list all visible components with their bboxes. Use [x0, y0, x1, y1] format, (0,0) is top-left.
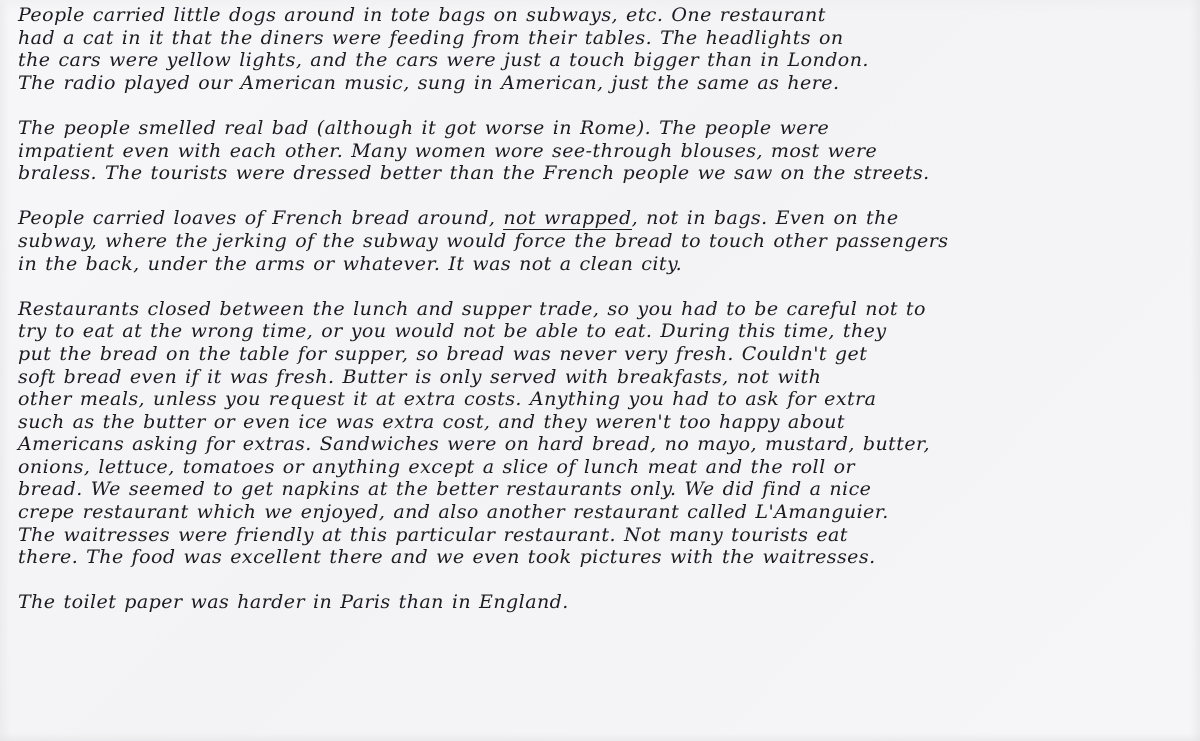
paragraph-people — [18, 117, 1188, 185]
paper-bottom-edge-shadow — [0, 733, 1200, 741]
text-line: braless. The tourists were dressed better than the French people we saw on the streets. — [18, 162, 930, 185]
text-line — [18, 207, 1188, 230]
paragraph-gap — [18, 275, 1188, 298]
text-line: there. The food was excellent there and we even took pictures with the waitresses. — [18, 546, 876, 569]
text-line: in the back, under the arms or whatever. It was not a clean city. — [18, 252, 683, 275]
text-line: The waitresses were friendly at this particular restaurant. Not many tourists eat — [18, 523, 848, 546]
text-line: The radio played our American music, sung in American, just the same as here. — [18, 71, 840, 94]
paragraph-toilet-paper — [18, 591, 1188, 614]
text-line: The people smelled real bad (although it got worse in Rome). The people were — [18, 116, 830, 139]
typed-text-body — [18, 4, 1188, 614]
text-line: had a cat in it that the diners were feeding from their tables. The headlights on — [18, 26, 844, 49]
text-line: try to eat at the wrong time, or you would not be able to eat. During this time, they — [18, 320, 887, 343]
paragraph-dogs-and-cars — [18, 4, 1188, 94]
text-line: onions, lettuce, tomatoes or anything except a slice of lunch meat and the roll or — [18, 455, 856, 478]
paragraph-gap — [18, 94, 1188, 117]
text-line: the cars were yellow lights, and the cars were just a touch bigger than in London. — [18, 49, 869, 72]
text-line: The toilet paper was harder in Paris than in England. — [18, 591, 569, 614]
paragraph-gap — [18, 185, 1188, 208]
text-line: bread. We seemed to get napkins at the better restaurants only. We did find a nice — [18, 478, 872, 501]
text-segment: People carried loaves of French bread around, — [18, 207, 504, 230]
paper-right-edge-shadow — [1190, 0, 1200, 741]
text-line: such as the butter or even ice was extra cost, and they weren't too happy about — [18, 410, 845, 433]
text-line: other meals, unless you request it at extra costs. Anything you had to ask for extra — [18, 388, 877, 411]
paragraph-bread — [18, 207, 1188, 275]
text-line: Americans asking for extras. Sandwiches were on hard bread, no mayo, mustard, butter, — [18, 433, 930, 456]
paragraph-restaurants — [18, 298, 1188, 569]
text-line: People carried little dogs around in tote bags on subways, etc. One restaurant — [18, 4, 826, 26]
text-line: soft bread even if it was fresh. Butter is only served with breakfasts, not with — [18, 365, 822, 388]
text-segment: , not in bags. Even on the — [631, 207, 899, 230]
text-line: put the bread on the table for supper, so bread was never very fresh. Couldn't get — [18, 342, 868, 365]
underlined-phrase: not wrapped — [503, 207, 632, 230]
text-line: impatient even with each other. Many women wore see-through blouses, most were — [18, 139, 878, 162]
paragraph-gap — [18, 569, 1188, 592]
text-line: subway, where the jerking of the subway would force the bread to touch other passengers — [18, 229, 949, 252]
text-line: Restaurants closed between the lunch and supper trade, so you had to be careful not to — [18, 297, 926, 320]
text-line: crepe restaurant which we enjoyed, and also another restaurant called L'Amanguier. — [18, 501, 889, 524]
